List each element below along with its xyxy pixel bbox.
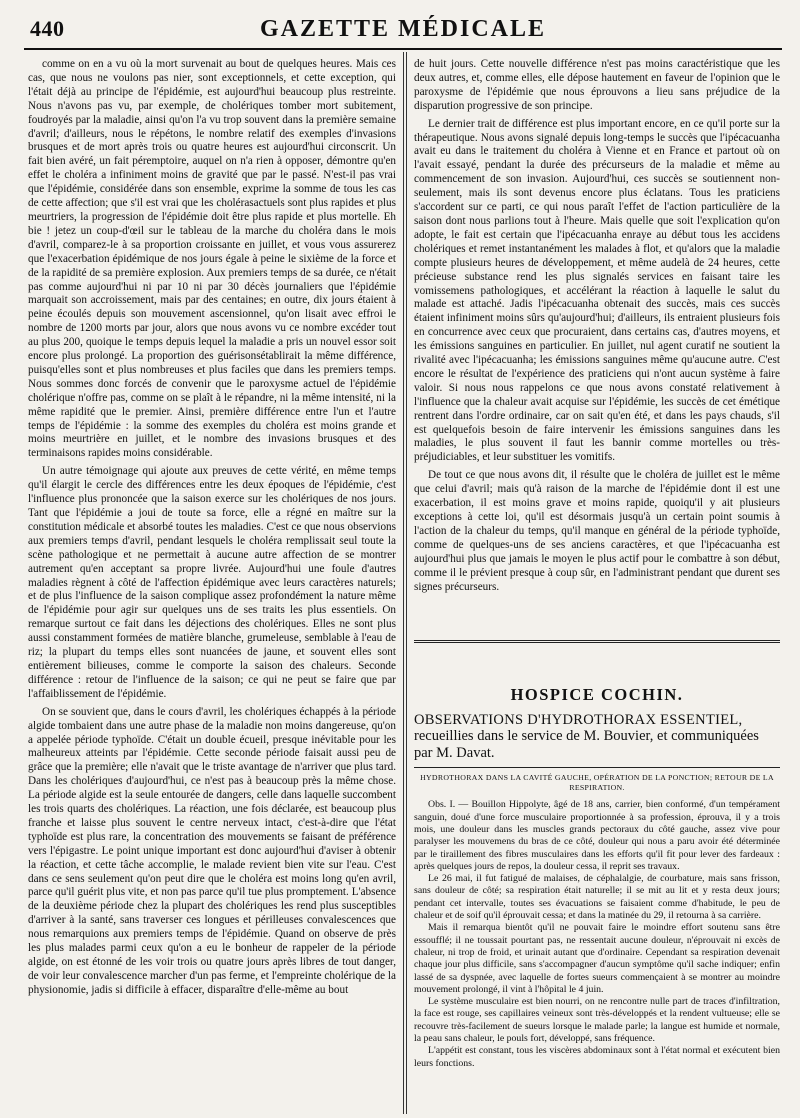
left-paragraph-2: Un autre témoignage qui ajoute aux preuves de cette vérité, en même temps qu'il élargit le cercle des différences entre les deux époques de l'épidémie, c'est l'influence plus prononcée que la saison exerce sur les cholériques de nos jours. Tant que l'épidémie a joui de toute sa force, elle a régné en maître sur la constitution médicale et absorbé toutes les maladies. C'est ce que nous observions aux premiers temps d'avril, pendant lesquels le choléra remplissait seul toute la scène pathologique et ne permettait à aucune autre affection de se montrer autrement qu'en acceptant sa propre livrée. Aujourd'hui une foule d'autres maladies règnent à côté de l'affection épidémique avec leurs caractères naturels; et de plus l'influence de la saison complique assez profondément la nature même de l'épidémie pour agir sur quelques uns de ses traits les plus essentiels. On remarque surtout ce fait dans les déjections des cholériques. Elles ne sont plus aussi constamment formées de matière blanche, grumeleuse, semblable à l'eau de riz; la plupart du temps elles sont nuancées de jaune, et souvent elles sont entièrement bilieuses, comme le comporte la saison des chaleurs. Seconde différence : retour de l'influence de la saison; ce qui ne peut se faire que par l'affaiblissement de l'épidémie.	[28, 465, 396, 700]
section-separator	[414, 640, 780, 643]
column-divider-inner	[406, 52, 407, 1114]
journal-title: GAZETTE MÉDICALE	[259, 16, 547, 42]
right-paragraph-3: De tout ce que nous avons dit, il résulte que le choléra de juillet est le même que celui d'avril; mais qu'à raison de la marche de l'épidémie dont il est une exacerbation, il est moins grave et moins rapide, quoiqu'il y ait plusieurs exceptions à cette loi, qu'il est désormais jusqu'à un certain point soumis à l'action de la chaleur du temps, qu'il manque en général de la période typhoïde, comme de quelques-uns de ses anciens caractères, et que l'ipécacuanha est aujourd'hui plus que jamais le moyen le plus actif pour le combattre à son début, comme il le prévient presque à coup sûr, en l'administrant pendant que durent ses signes précurseurs.	[414, 469, 780, 593]
hospice-section	[414, 688, 780, 1116]
section-heading: HOSPICE COCHIN.	[510, 688, 684, 704]
page-number: 440	[30, 16, 65, 41]
observation-title-rest: recueillies dans le service de M. Bouvier, et communiquées par M. Davat.	[414, 728, 759, 761]
right-paragraph-2: Le dernier trait de différence est plus important encore, en ce qu'il porte sur la thérapeutique. Nous avons signalé depuis long-temps le succès que l'ipécacuanha avait eu dans le traitement du choléra à Vienne et en France et partout où on l'avait essayé, pendant la durée des précurseurs de la maladie et même au commencement de son invasion. Aujourd'hui, ces succès se soutiennent non-seulement, mais ils sont devenus encore plus éclatans. Tous les praticiens s'accordent sur ce parti, ce qui nous paraît l'effet de l'action particulière de la saison dont nous parlions tout à l'heure. Mais quelle que soit l'explication qu'on adopte, le fait est certain que l'ipécacuanha enraye au début tous les accidens cholériques et remet instantanément les malades à flot, et qu'alors que la maladie compte plusieurs heures de développement, et même audelà de 24 heures, cette précieuse substance rend les plus signalés services en faisant taire les vomissemens pathologiques, et accélérant la réaction à laquelle le salut du malade est attaché. Jadis l'ipécacuanha obtenait des succès, mais ces succès étaient infiniment moins sûrs qu'aujourd'hui; d'ailleurs, ils entraient plusieurs fois en concurrence avec ceux que procuraient, dans certains cas, d'autres moyens, et les émissions sanguines en particulier. En juillet, nul agent curatif ne soutient la rivalité avec l'ipécacuanha; les émissions sanguines même qu'aucune autre. C'est encore le résultat de l'expérience des praticiens qui n'ont aucun système à faire valoir. Si nous nous rappelons ce que nous avons constaté relativement à l'influence que la chaleur avait acquise sur l'épidémie, les succès de cet émétique rentrent dans l'ordre ordinaire, car on sait qu'en été, et dans les pays chauds, s'il est quelquefois besoin de faire intervenir les émissions sanguines dans les maladies, le plus souvent il faut les bannir comme mortelles ou très-préjudiciables, et leur substituer les vomitifs.	[414, 117, 780, 464]
observation-paragraph-5: L'appétit est constant, tous les viscères abdominaux sont à l'état normal et exécutent bien leurs fonctions.	[414, 1045, 780, 1069]
observation-paragraph-2: Le 26 mai, il fut fatigué de malaises, de céphalalgie, de courbature, mais sans frisson, sans douleur de côté; sa respiration était naturelle; il se mit au lit et y resta deux jours; pendant cet intervalle, toutes ses évacuations se faisaient comme d'habitude, le peu de chaleur et de soif qu'il éprouvait cessa; et dans la matinée du 29, il retourna à sa carrière.	[414, 873, 780, 922]
left-column	[28, 58, 396, 1116]
left-paragraph-1: comme on en a vu où la mort survenait au bout de quelques heures. Mais ces cas, que nous ne voulons pas nier, sont exceptionnels, et cette exception, qui l'était déjà au principe de l'épidémie, est aujourd'hui beaucoup plus restreinte. Nous n'avons pas vu, par exemple, de cholériques tomber mort subitement, foudroyés par la maladie, ainsi qu'on l'a vu trop souvent dans la première semaine d'avril; d'ailleurs, nous le répétons, le nombre relatif des exemples d'invasions brusques et de mort après trois ou quatre heures est aujourd'hui circonscrit. Un fait bien avéré, un fait péremptoire, auquel on n'a rien à opposer, démontre qu'en effet le choléra a infiniment moins de gravité que par le passé. N'est-il pas vrai que l'épidémie, considérée dans son ensemble, exprime la somme de tous les cas de cette affection; que s'il est vrai que les cholérasactuels sont plus rapides et plus meurtriers, la progression de l'épidémie doit être plus rapide et plus mortelle. Eh bie ! jetez un coup-d'œil sur le tableau de la marche du choléra dans le mois d'avril, comparez-le à sa proportion croissante en juillet, et vous vous assurerez que l'exacerbation épidémique de nos jours égale à peine le sixième de la force et de la rapidité de sa première explosion. Aux premiers temps de sa durée, ce n'était pas comme aujourd'hui ni par 10 ni par 30 décès journaliers que l'épidémie marquait son accroissement, mais par des centaines; en outre, dix jours étaient à peine écoulés depuis son mouvement ascensionnel, qu'on lisait avec effroi le nombre de 1200 morts par jour, alors que nous avons vu ce nombre excéder tout au plus 200, quoique le temps depuis lequel la maladie a pris un nouvel essor soit encore plus prolongé. La proportion des guérisonsétablirait la même différence, puisqu'elles sont et plus nombreuses et plus faciles que dans les premiers temps. Nous sommes donc forcés de convenir que le paroxysme actuel de l'épidémie cholérique n'offre pas, comme on se plaît à le répandre, ni la même intensité, ni la même rapidité que le premier. Ainsi, première différence entre l'un et l'autre temps de l'épidémie : la somme des exemples du choléra est moins grande et moins meurtrière en juillet, et le nombre des invasions brusques et des terminaisons rapides moins considérable.	[28, 58, 396, 460]
observation-paragraph-4: Le système musculaire est bien nourri, on ne rencontre nulle part de traces d'infiltration, la face est rouge, ses capillaires veineux sont très-développés et la rendent vultueuse; elle se recouvre très-facilement de sueurs lorsque le malade parle; la langue est humide et normale, la peau sans chaleur, le pouls fort, développé, sans fréquence.	[414, 996, 780, 1045]
column-divider	[403, 52, 404, 1114]
observation-title	[414, 712, 780, 762]
observation-paragraph-1: Obs. I. — Bouillon Hippolyte, âgé de 18 ans, carrier, bien conformé, d'un tempérament sanguin, doué d'une force musculaire proportionnée à sa profession, éprouva, il y a trois mois, une douleur dans les muscles grands pectoraux du côté gauche, assez vive pour paralyser les mouvemens du bras de ce côté, douleur qui nous a paru avoir été déterminée par le tiraillement des fibres musculaires dans les efforts qu'il fit pour lever des fardeaux : après quelques jours de repos, la douleur cessa, il reprit ses travaux.	[414, 799, 780, 872]
right-column-article	[414, 58, 780, 633]
observation-body	[414, 799, 780, 1070]
page-header	[24, 8, 782, 50]
observation-title-prefix: OBSERVATIONS D'HYDROTHORAX ESSENTIEL,	[414, 711, 743, 728]
left-paragraph-3: On se souvient que, dans le cours d'avril, les cholériques échappés à la période algide tombaient dans une autre phase de la maladie non moins dangereuse, qu'on a appelée période typhoïde. C'était un double écueil, presque inévitable pour les malheureux atteints par l'épidémie. Cette seconde période faisait aussi peu de grâce que la première; elle n'avait que le triste avantage de n'arriver que plus tard. Dans les cholériques d'aujourd'hui, ce n'est pas à beaucoup près la même chose. La période algide est la seule entourée de dangers, celle dans laquelle succombent les trois quarts des cholériques. La réaction, une fois déclarée, est beaucoup plus franche et laisse plus souvent le centre nerveux intact, c'est-à-dire que l'état typhoïde est plus rare, la concentration des mouvements se faisant de préférence vers l'épigastre. Le point unique important est donc aujourd'hui d'aviser à obtenir la réaction, et cette tâche accomplie, le malade revient bien vite sur l'eau. C'est dans ce sens seulement qu'on peut dire que le choléra est moins long qu'en avril, parce qu'il guérit plus vite, et non pas parce qu'il tue plus promptement. L'absence de la deuxième période chez la plupart des cholériques les rend plus susceptibles d'arriver à la santé, sans traverser ces longues et périlleuses convalescences que nous remarquions aux premiers temps de l'épidémie. Quand on observe de près les plus malades parmi ceux qu'on a eu le bonheur de rappeler de la période algide, on est étonné de les voir trois ou quatre jours après libres de tout danger, de voir leur convalescence marcher d'un pas ferme, et l'empreinte cholérique de la physionomie, jadis si difficile à effacer, disparaître d'elle-même au bout	[28, 705, 396, 996]
observation-subtitle: HYDROTHORAX DANS LA CAVITÉ GAUCHE, OPÉRATION DE LA PONCTION; RETOUR DE LA RESPIRATION.	[420, 773, 774, 793]
observation-paragraph-3: Mais il remarqua bientôt qu'il ne pouvait faire le moindre effort soutenu sans être essoufflé; il ne toussait pourtant pas, ne ressentait aucune douleur, n'éprouvait ni excès de chaleur, ni trop de froid, et urinait autant que d'ordinaire. Cependant sa respiration devenait chaque jour plus difficile, sans s'accompagner d'aucun symptôme qu'il sache indiquer; enfin lassé de sa dyspnée, avec laquelle de fortes sueurs commençaient à se montrer au moindre mouvement prolongé, il vint à l'hôpital le 4 juin.	[414, 922, 780, 995]
right-paragraph-1: de huit jours. Cette nouvelle différence n'est pas moins caractéristique que les deux autres, et, comme elles, elle dépose hautement en faveur de l'opinion que le paroxysme de l'épidémie que nous éprouvons a lieu sans préjudice de la disparution progressive de son principe.	[414, 58, 780, 112]
title-rule	[414, 767, 780, 768]
